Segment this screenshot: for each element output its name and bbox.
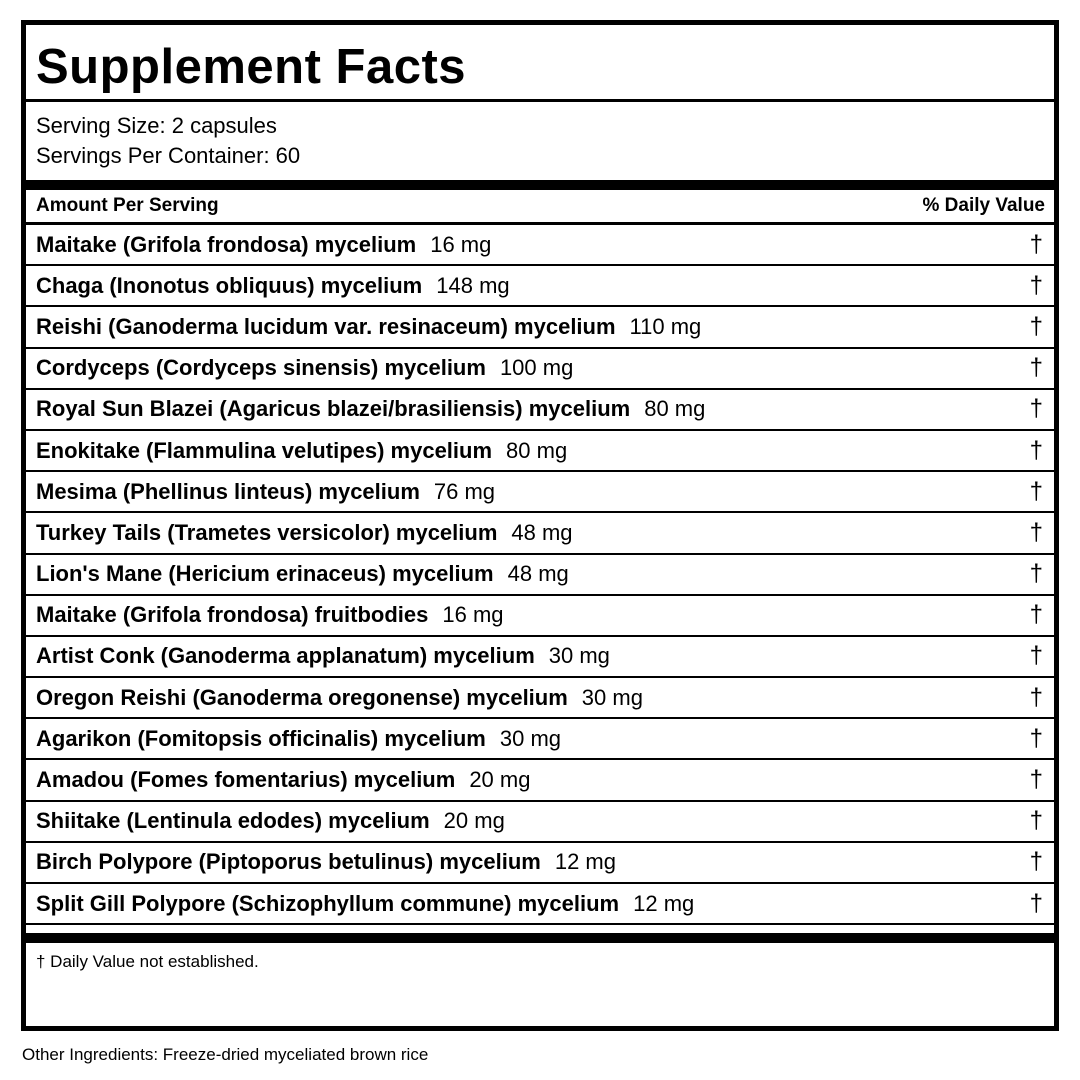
amount-per-serving-header: Amount Per Serving <box>36 195 219 216</box>
daily-value-dagger: † <box>1029 601 1043 629</box>
daily-value-dagger: † <box>1029 683 1043 711</box>
ingredient-row <box>26 431 1054 472</box>
ingredient-amount: 12 mg <box>633 890 695 916</box>
ingredient-amount: 100 mg <box>499 355 574 381</box>
ingredient-label <box>36 396 705 422</box>
ingredient-amount: 80 mg <box>644 396 706 422</box>
spacer <box>26 925 1054 933</box>
ingredient-row <box>26 555 1054 596</box>
ingredient-label <box>36 520 573 546</box>
ingredient-row <box>26 884 1054 925</box>
ingredient-label <box>36 561 569 587</box>
ingredient-name: Artist Conk (Ganoderma applanatum) mycelium <box>36 643 535 669</box>
daily-value-header: % Daily Value <box>922 195 1045 216</box>
column-header-row <box>26 190 1054 225</box>
ingredient-row <box>26 307 1054 348</box>
daily-value-dagger: † <box>1029 230 1043 258</box>
ingredient-list <box>26 225 1054 925</box>
ingredient-row <box>26 802 1054 843</box>
other-ingredients: Other Ingredients: Freeze-dried myceliated brown rice <box>22 1045 429 1064</box>
ingredient-row <box>26 843 1054 884</box>
daily-value-dagger: † <box>1029 889 1043 917</box>
ingredient-row <box>26 472 1054 513</box>
ingredient-name: Shiitake (Lentinula edodes) mycelium <box>36 808 430 834</box>
servings-per-container: Servings Per Container: 60 <box>36 143 301 168</box>
ingredient-row <box>26 678 1054 719</box>
ingredient-row <box>26 349 1054 390</box>
ingredient-name: Cordyceps (Cordyceps sinensis) mycelium <box>36 355 486 381</box>
daily-value-dagger: † <box>1029 436 1043 464</box>
daily-value-dagger: † <box>1029 354 1043 382</box>
ingredient-label <box>36 685 643 711</box>
daily-value-dagger: † <box>1029 642 1043 670</box>
footnote: † Daily Value not established. <box>36 952 259 972</box>
ingredient-row <box>26 513 1054 554</box>
ingredient-amount: 30 mg <box>499 725 562 751</box>
ingredient-label <box>36 479 495 505</box>
ingredient-name: Maitake (Grifola frondosa) mycelium <box>36 231 417 257</box>
ingredient-amount: 30 mg <box>581 684 643 710</box>
daily-value-dagger: † <box>1029 477 1043 505</box>
thick-divider <box>26 180 1054 190</box>
ingredient-row <box>26 596 1054 637</box>
daily-value-dagger: † <box>1029 766 1043 794</box>
ingredient-amount: 16 mg <box>430 231 492 257</box>
ingredient-label <box>36 891 694 917</box>
ingredient-row <box>26 719 1054 760</box>
ingredient-amount: 20 mg <box>469 767 531 793</box>
ingredient-row <box>26 266 1054 307</box>
ingredient-name: Amadou (Fomes fomentarius) mycelium <box>36 767 456 793</box>
daily-value-dagger: † <box>1029 560 1043 588</box>
daily-value-dagger: † <box>1029 271 1043 299</box>
ingredient-label <box>36 273 510 299</box>
ingredient-label <box>36 314 701 340</box>
ingredient-amount: 148 mg <box>436 272 510 298</box>
ingredient-name: Lion's Mane (Hericium erinaceus) mycelium <box>36 561 494 587</box>
ingredient-label <box>36 849 616 875</box>
panel-title: Supplement Facts <box>26 25 1054 102</box>
ingredient-amount: 20 mg <box>443 808 505 834</box>
ingredient-name: Enokitake (Flammulina velutipes) mycelium <box>36 437 493 463</box>
ingredient-label <box>36 602 504 628</box>
ingredient-label <box>36 808 505 834</box>
ingredient-row <box>26 637 1054 678</box>
daily-value-dagger: † <box>1029 848 1043 876</box>
ingredient-label <box>36 355 573 381</box>
daily-value-dagger: † <box>1029 807 1043 835</box>
ingredient-name: Mesima (Phellinus linteus) mycelium <box>36 478 420 504</box>
ingredient-amount: 12 mg <box>554 849 616 875</box>
ingredient-label <box>36 767 530 793</box>
daily-value-dagger: † <box>1029 395 1043 423</box>
ingredient-name: Agarikon (Fomitopsis officinalis) mycelium <box>36 725 486 751</box>
ingredient-amount: 110 mg <box>629 313 702 339</box>
ingredient-amount: 76 mg <box>433 478 496 504</box>
ingredient-name: Maitake (Grifola frondosa) fruitbodies <box>36 602 429 628</box>
ingredient-row <box>26 760 1054 801</box>
ingredient-amount: 48 mg <box>507 561 569 587</box>
ingredient-row <box>26 390 1054 431</box>
daily-value-dagger: † <box>1029 724 1043 752</box>
ingredient-name: Split Gill Polypore (Schizophyllum commune) mycelium <box>36 890 620 916</box>
ingredient-label <box>36 726 561 752</box>
thick-divider-bottom <box>26 933 1054 943</box>
ingredient-label <box>36 643 610 669</box>
serving-info <box>26 102 1054 180</box>
ingredient-name: Reishi (Ganoderma lucidum var. resinaceum) mycelium <box>36 313 616 339</box>
ingredient-name: Turkey Tails (Trametes versicolor) mycelium <box>36 519 498 545</box>
ingredient-name: Birch Polypore (Piptoporus betulinus) mycelium <box>36 849 541 875</box>
ingredient-name: Chaga (Inonotus obliquus) mycelium <box>36 272 423 298</box>
serving-size: Serving Size: 2 capsules <box>36 113 277 138</box>
ingredient-label <box>36 232 491 258</box>
ingredient-amount: 48 mg <box>511 519 573 545</box>
daily-value-dagger: † <box>1029 518 1043 546</box>
ingredient-label <box>36 438 567 464</box>
ingredient-amount: 30 mg <box>548 643 610 669</box>
ingredient-row <box>26 225 1054 266</box>
daily-value-dagger: † <box>1029 312 1043 340</box>
ingredient-name: Royal Sun Blazei (Agaricus blazei/brasiliensis) mycelium <box>36 396 631 422</box>
ingredient-amount: 16 mg <box>442 602 504 628</box>
ingredient-name: Oregon Reishi (Ganoderma oregonense) mycelium <box>36 684 568 710</box>
supplement-facts-panel <box>21 20 1059 1031</box>
ingredient-amount: 80 mg <box>506 437 568 463</box>
